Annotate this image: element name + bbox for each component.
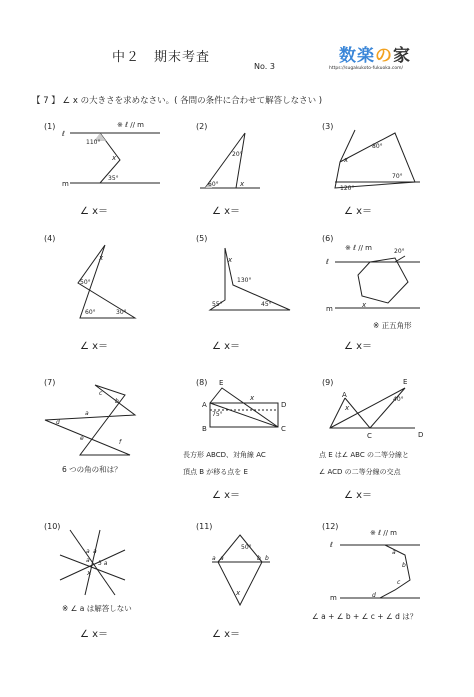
problem-number: (10) (44, 522, 61, 531)
answer-label: ∠ x＝ (212, 206, 241, 217)
line-m-label: m (62, 180, 69, 188)
line-l-label: ℓ (326, 258, 329, 266)
problem-number: (12) (322, 522, 339, 531)
angle-label: 120° (340, 185, 355, 192)
x-label: x (236, 589, 241, 597)
angle-label: 55° (212, 301, 223, 308)
angle-label: b (402, 562, 406, 569)
angle-label: 75° (212, 411, 223, 418)
page-number: No. 3 (254, 62, 275, 71)
problem-number: (2) (196, 122, 208, 131)
site-url: https://sugakukoto-fukuoka.com/ (329, 66, 404, 71)
problem-number: (9) (322, 378, 334, 387)
condition-label: ※ ℓ // m (345, 244, 372, 252)
problem-number: (4) (44, 234, 56, 243)
angle-label: a (86, 557, 90, 564)
x-label: x (112, 154, 117, 162)
angle-label: a (392, 549, 396, 556)
answer-label: ∠ x＝ (344, 490, 373, 501)
vertex-label: E (219, 379, 224, 387)
vertex-label: D (418, 431, 424, 439)
line-l-label: ℓ (62, 130, 65, 138)
angle-label: a (93, 548, 97, 555)
angle-label: a (85, 410, 89, 417)
angle-label: 40° (393, 396, 404, 403)
note-line-2: ∠ ACD の二等分線の交点 (319, 468, 401, 476)
angle-label: 70° (392, 173, 403, 180)
line-m-label: m (330, 594, 337, 602)
angle-label: 130° (237, 277, 252, 284)
answer-label: ∠ x＝ (344, 206, 373, 217)
angle-label: a (220, 555, 224, 562)
x-label: x (344, 156, 349, 164)
vertex-label: A (342, 391, 347, 399)
vertex-label: B (202, 425, 207, 433)
x-label: x (345, 404, 350, 412)
instruction: 【 7 】 ∠ x の大きさを求めなさい。( 各問の条件に合わせて解答しなさい ) (32, 96, 323, 106)
note-line-1: 点 E は∠ ABC の二等分線と (319, 451, 409, 459)
angle-label: b (257, 555, 261, 562)
angle-label: 20° (394, 248, 405, 255)
line-m-label: m (326, 305, 333, 313)
angle-label: c (99, 390, 103, 397)
condition-label: ※ ℓ // m (370, 529, 397, 537)
angle-label: 50° (241, 544, 252, 551)
logo-text-3: 家 (393, 46, 411, 66)
angle-label: b (265, 555, 269, 562)
problem-number: (8) (196, 378, 208, 387)
problem-number: (5) (196, 234, 208, 243)
vertex-label: C (281, 425, 286, 433)
angle-label: d (56, 419, 60, 426)
angle-label: 80° (372, 143, 383, 150)
x-label: x (362, 301, 367, 309)
logo-text-2: の (375, 46, 393, 66)
angle-label: a (86, 548, 90, 555)
x-label: x (87, 569, 92, 577)
angle-label: f (119, 439, 122, 446)
angle-label: b (115, 398, 119, 405)
x-label: x (250, 394, 255, 402)
angle-label: c (397, 579, 401, 586)
condition-label: ※ ℓ // m (117, 121, 144, 129)
angle-label: 5 a (98, 560, 108, 567)
problem-number: (11) (196, 522, 213, 531)
angle-label: 20° (232, 151, 243, 158)
logo-text-1: 数楽 (339, 46, 375, 66)
angle-label: 110° (86, 139, 101, 146)
vertex-label: D (281, 401, 287, 409)
angle-label: e (80, 435, 84, 442)
answer-label: ∠ x＝ (80, 206, 109, 217)
problem-number: (1) (44, 122, 56, 131)
note-line-2: 頂点 B が移る点を E (183, 468, 248, 476)
answer-label: ∠ x＝ (80, 629, 109, 640)
note-a: ※ ∠ a は解答しない (62, 604, 132, 613)
vertex-label: E (403, 378, 408, 386)
angle-label: 30° (116, 309, 127, 316)
x-label: x (240, 180, 245, 188)
page-title: 中２ 期末考査 (112, 50, 211, 65)
x-label: x (99, 254, 104, 262)
answer-label: ∠ x＝ (80, 341, 109, 352)
note-pentagon: ※ 正五角形 (373, 321, 412, 330)
problem-number: (6) (322, 234, 334, 243)
x-label: x (228, 256, 233, 264)
angle-label: 45° (261, 301, 272, 308)
note-sum: ∠ a + ∠ b + ∠ c + ∠ d は？ (312, 612, 418, 621)
answer-label: ∠ x＝ (212, 341, 241, 352)
angle-label: a (212, 555, 216, 562)
angle-label: 50° (80, 279, 91, 286)
angle-label: d (372, 592, 376, 599)
note-line-1: 長方形 ABCD、対角線 AC (183, 451, 266, 459)
angle-label: 60° (85, 309, 96, 316)
vertex-label: C (367, 432, 372, 440)
problem-number: (7) (44, 378, 56, 387)
note-sum: 6 つの角の和は？ (62, 465, 122, 474)
angle-label: 60° (208, 181, 219, 188)
problem-number: (3) (322, 122, 334, 131)
vertex-label: A (202, 401, 207, 409)
angle-label: 35° (108, 175, 119, 182)
line-l-label: ℓ (330, 541, 333, 549)
answer-label: ∠ x＝ (344, 341, 373, 352)
answer-label: ∠ x＝ (212, 629, 241, 640)
answer-label: ∠ x＝ (212, 490, 241, 501)
